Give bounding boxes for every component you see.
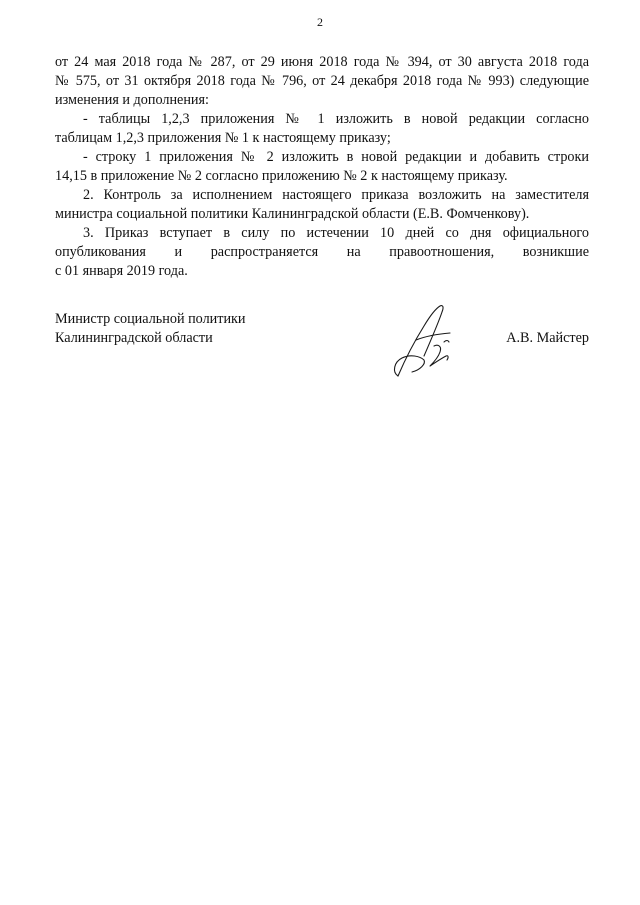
body-line: № 575, от 31 октября 2018 года № 796, от 24 декабря 2018 года № 993) следующие xyxy=(55,73,589,89)
body-line: 14,15 в приложение № 2 согласно приложению № 2 к настоящему приказу. xyxy=(55,168,508,184)
body-line: от 24 мая 2018 года № 287, от 29 июня 2018 года № 394, от 30 августа 2018 года xyxy=(55,54,589,70)
body-line: с 01 января 2019 года. xyxy=(55,263,188,279)
body-line: таблицам 1,2,3 приложения № 1 к настоящему приказу; xyxy=(55,130,391,146)
signer-name: А.В. Майстер xyxy=(506,330,589,346)
body-line: опубликования и распространяется на правоотношения, возникшие xyxy=(55,244,589,260)
page-number: 2 xyxy=(317,15,323,29)
body-line: изменения и дополнения: xyxy=(55,92,209,108)
handwritten-signature xyxy=(390,302,470,380)
signature-block xyxy=(55,310,589,380)
body-line: 3. Приказ вступает в силу по истечении 10 дней со дня официального xyxy=(83,225,589,241)
signer-title xyxy=(55,310,246,348)
body-line: - строку 1 приложения № 2 изложить в новой редакции и добавить строки xyxy=(83,149,589,165)
body-line: 2. Контроль за исполнением настоящего приказа возложить на заместителя xyxy=(83,187,589,203)
body-line: - таблицы 1,2,3 приложения № 1 изложить в новой редакции согласно xyxy=(83,111,589,127)
document-body xyxy=(55,53,589,281)
signer-title-line: Калининградской области xyxy=(55,330,213,346)
body-line: министра социальной политики Калининградской области (Е.В. Фомченкову). xyxy=(55,206,530,222)
signer-title-line: Министр социальной политики xyxy=(55,311,246,327)
